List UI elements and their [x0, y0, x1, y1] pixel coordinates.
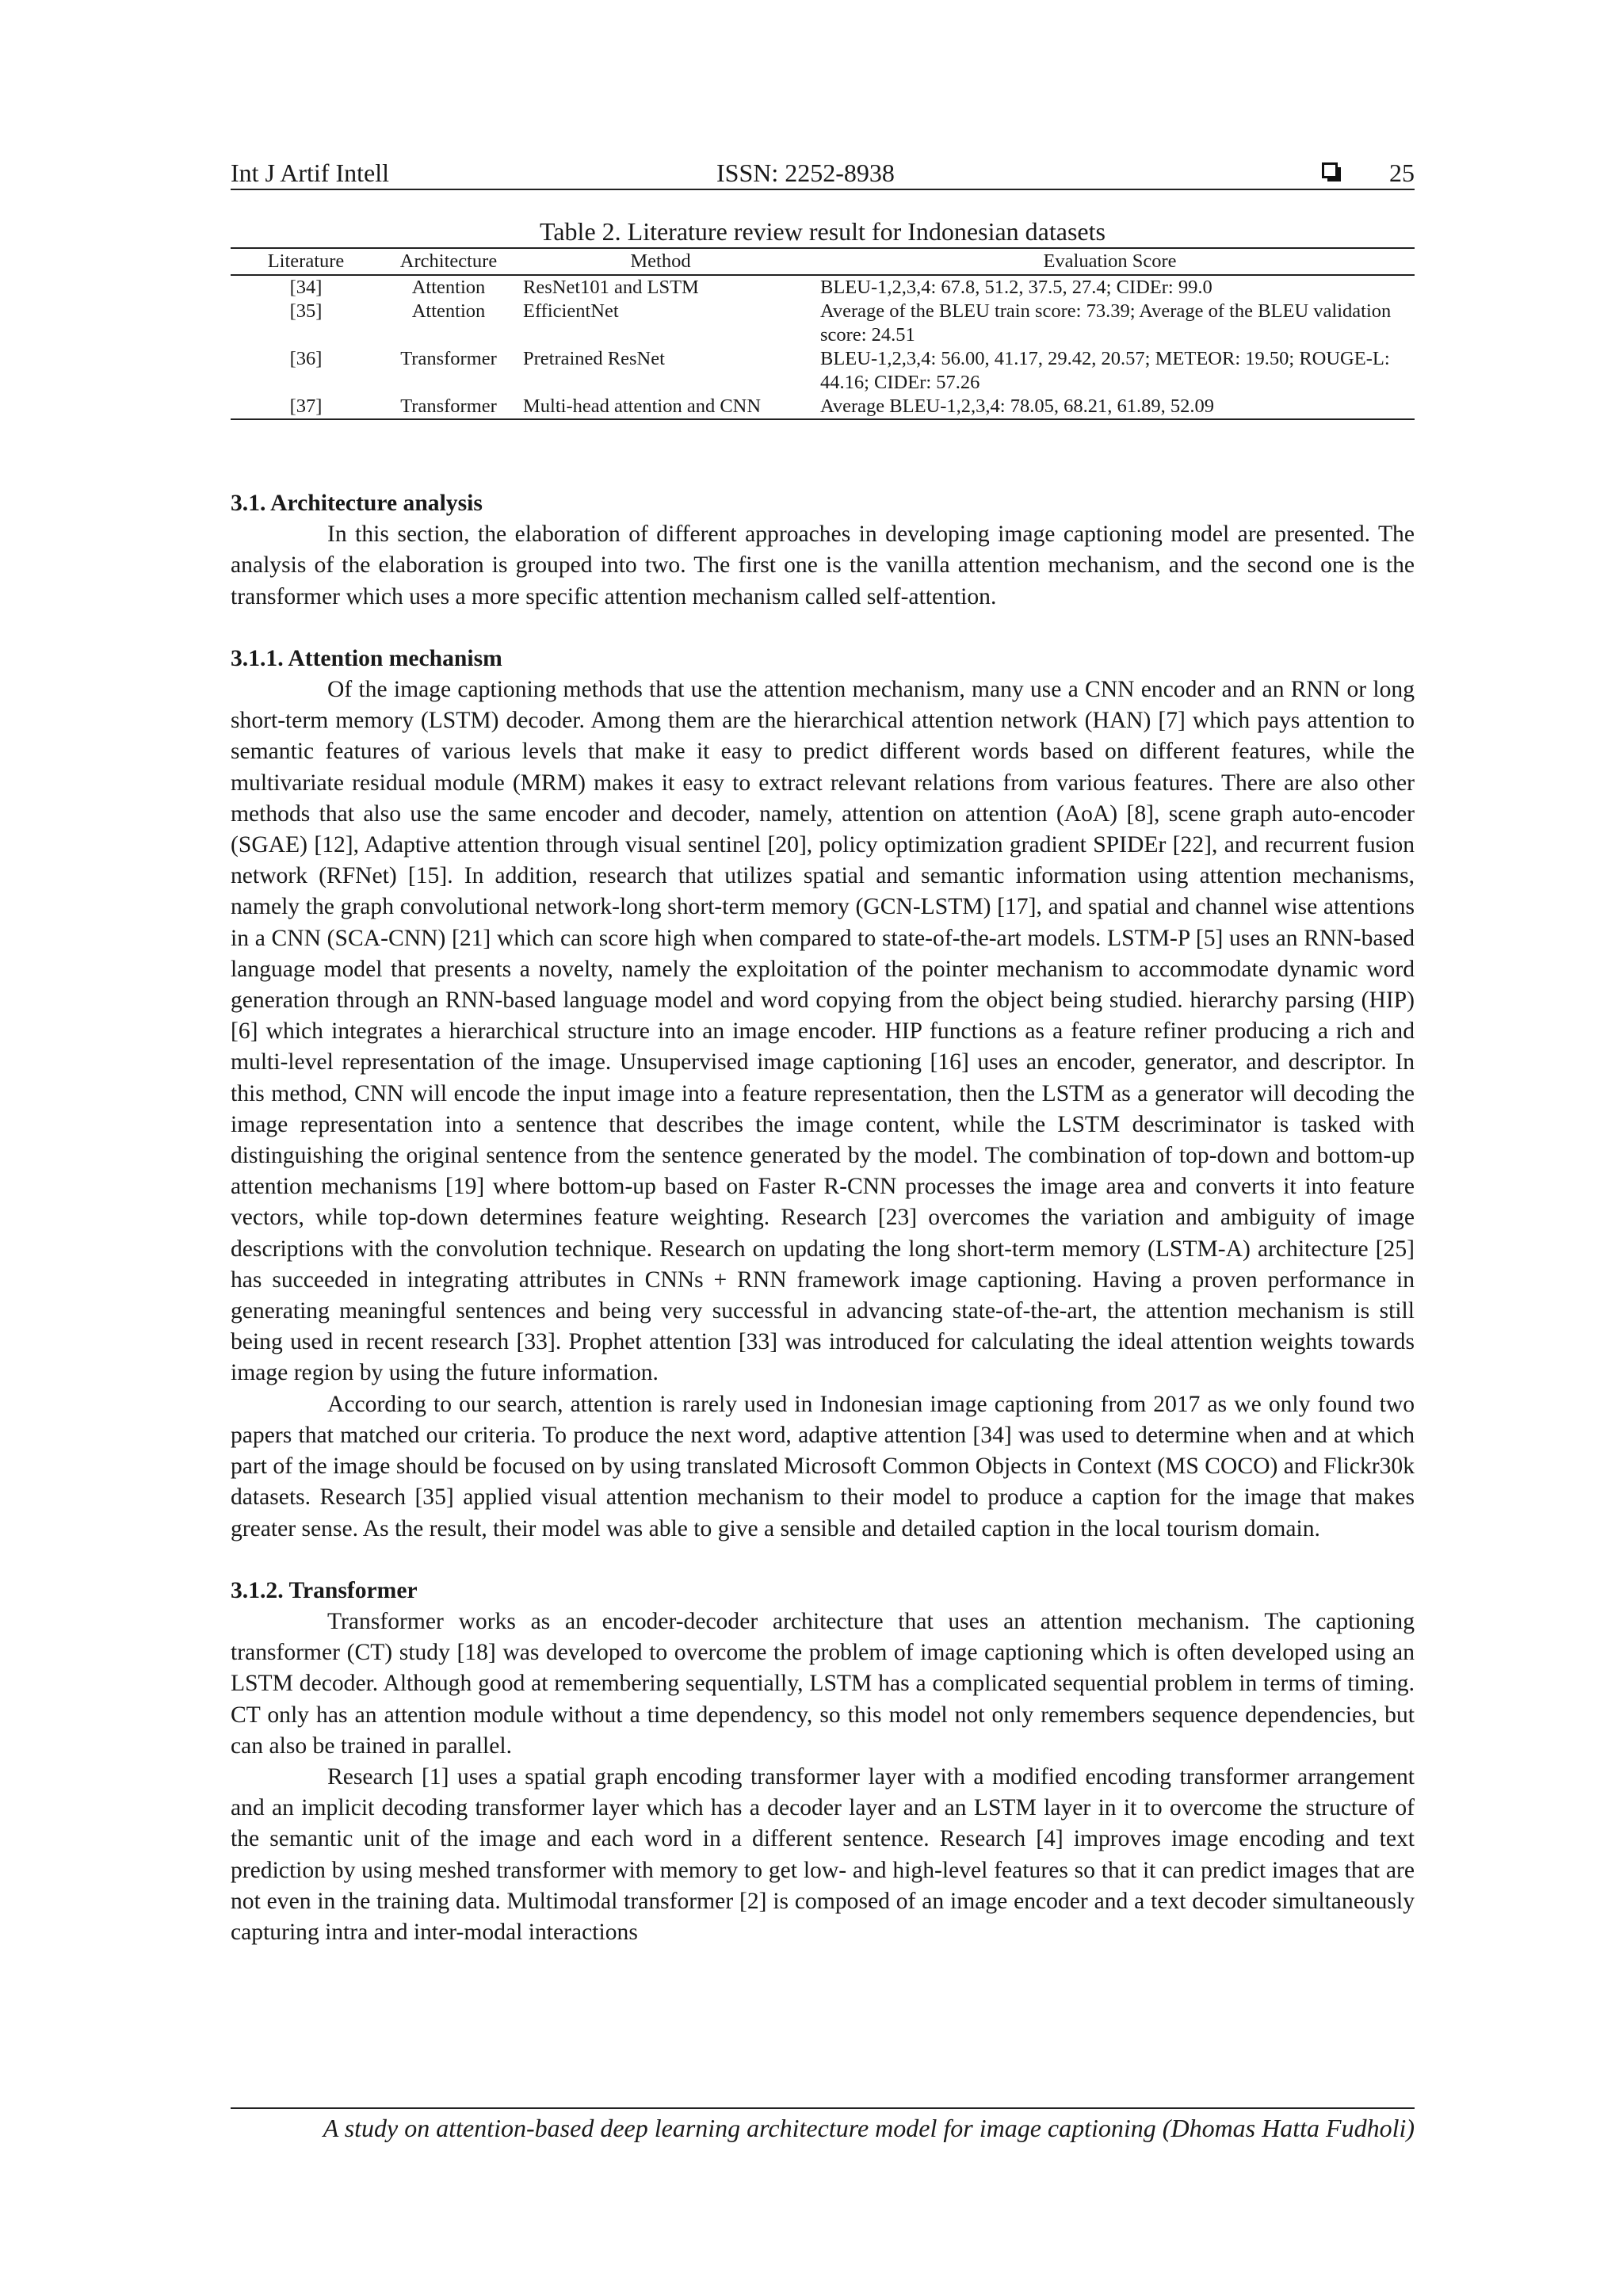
paragraph: Research [1] uses a spatial graph encoding transformer layer with a modified encoding transformer arrangement and an implicit decoding transformer layer which has a decoder layer and an LSTM layer in it to overcome the structure of the semantic unit of the image and each word in a different sentence. Research [4] improves image encoding and text prediction by using meshed transformer with memory to get low- and high-level features so that it can predict images that are not even in the training data. Multimodal transformer [2] is composed of an image encoder and a text decoder simultaneously capturing intra and inter-modal interactions [231, 1763, 1415, 1945]
square-box-icon [1322, 162, 1338, 178]
literature-cell: [36] [289, 348, 323, 369]
method-cell: Pretrained ResNet [523, 348, 665, 369]
page-number: 25 [1389, 159, 1415, 187]
table-row [231, 347, 1415, 395]
paragraph: Of the image captioning methods that use the attention mechanism, many use a CNN encoder and an RNN or long short-term memory (LSTM) decoder. Among them are the hierarchical attention network (HAN) [7] which pays attention to semantic features of various levels that make it easy to predict different words based on different features, while the multivariate residual module (MRM) makes it easy to extract relevant relations from various features. There are also other methods that also use the same encoder and decoder, namely, attention on attention (AoA) [8], scene graph auto-encoder (SGAE) [12], Adaptive attention through visual sentinel [20], policy optimization gradient SPIDEr [22], and recurrent fusion network (RFNet) [15]. In addition, research that utilizes spatial and semantic information using attention mechanisms, namely the graph convolutional network-long short-term memory (GCN-LSTM) [17], and spatial and channel wise attentions in a CNN (SCA-CNN) [21] which can score high when compared to state-of-the-art models. LSTM-P [5] uses an RNN-based language model that presents a novelty, namely the exploitation of the pointer mechanism to accommodate dynamic word generation through an RNN-based language model and word copying from the object being studied. hierarchy parsing (HIP) [6] which integrates a hierarchical structure into an image encoder. HIP functions as a feature refiner producing a rich and multi-level representation of the image. Unsupervised image captioning [16] uses an encoder, generator, and descriptor. In this method, CNN will encode the input image into a feature representation, then the LSTM as a generator will decoding the image representation into a sentence that describes the image content, while the LSTM descriminator is tasked with distinguishing the original sentence from the sentence generated by the model. The combination of top-down and bottom-up attention mechanisms [19] where bottom-up based on Faster R-CNN processes the image area and converts it into feature vectors, while top-down determines feature weighting. Research [23] overcomes the variation and ambiguity of image descriptions with the convolution technique. Research on updating the long short-term memory (LSTM-A) architecture [25] has succeeded in integrating attributes in CNNs + RNN framework image captioning. Having a proven performance in generating meaningful sentences and being very successful in advancing state-of-the-art, the attention mechanism is still being used in recent research [33]. Prophet attention [33] was introduced for calculating the ideal attention weights towards image region by using the future information. [231, 677, 1415, 1386]
method-cell: Multi-head attention and CNN [516, 395, 805, 419]
column-header-architecture: Architecture [381, 248, 516, 275]
method-cell: ResNet101 and LSTM [523, 277, 699, 298]
section-heading-architecture-analysis: 3.1. Architecture analysis [231, 491, 483, 516]
section-heading-transformer: 3.1.2. Transformer [231, 1577, 418, 1603]
literature-cell: [37] [231, 395, 381, 419]
footer-citation: A study on attention-based deep learning architecture model for image captioning (Dhomas Hatta Fudholi) [323, 2114, 1415, 2142]
evaluation-cell: Average BLEU-1,2,3,4: 78.05, 68.21, 61.89, 52.09 [805, 395, 1415, 419]
journal-name: Int J Artif Intell [231, 159, 389, 187]
method-cell: EfficientNet [523, 300, 619, 322]
evaluation-cell: Average of the BLEU train score: 73.39; Average of the BLEU validation score: 24.51 [820, 300, 1392, 346]
table-header-row [231, 248, 1415, 275]
evaluation-cell: BLEU-1,2,3,4: 56.00, 41.17, 29.42, 20.57; METEOR: 19.50; ROUGE-L: 44.16; CIDEr: 57.26 [820, 348, 1390, 393]
architecture-cell: Attention [411, 300, 486, 322]
table-row [231, 300, 1415, 347]
body-text [231, 488, 1415, 1948]
footer-rule [231, 2107, 1415, 2109]
table-row [231, 275, 1415, 300]
literature-cell: [35] [289, 300, 323, 322]
architecture-cell: Transformer [381, 395, 516, 419]
table-row [231, 395, 1415, 419]
architecture-cell: Transformer [400, 348, 497, 369]
column-header-literature: Literature [231, 248, 381, 275]
table-caption: Table 2. Literature review result for Indonesian datasets [540, 217, 1106, 246]
column-header-method: Method [516, 248, 805, 275]
literature-cell: [34] [289, 277, 323, 298]
running-header [231, 155, 1415, 190]
header-rule [231, 189, 1415, 190]
paragraph: According to our search, attention is rarely used in Indonesian image captioning from 2017 as we only found two papers that matched our criteria. To produce the next word, adaptive attention [34] was used to determine when and at which part of the image should be focused on by using translated Microsoft Common Objects in Context (MS COCO) and Flickr30k datasets. Research [35] applied visual attention mechanism to their model to produce a caption for the image that makes greater sense. As the result, their model was able to give a sensible and detailed caption in the local tourism domain. [231, 1391, 1415, 1541]
paragraph: In this section, the elaboration of different approaches in developing image captioning model are presented. The analysis of the elaboration is grouped into two. The first one is the vanilla attention mechanism, and the second one is the transformer which uses a more specific attention mechanism called self-attention. [231, 521, 1415, 609]
evaluation-cell: BLEU-1,2,3,4: 67.8, 51.2, 37.5, 27.4; CIDEr: 99.0 [820, 277, 1212, 298]
column-header-evaluation-score: Evaluation Score [805, 248, 1415, 275]
literature-table [231, 247, 1415, 420]
section-heading-attention-mechanism: 3.1.1. Attention mechanism [231, 645, 502, 671]
paragraph: Transformer works as an encoder-decoder architecture that uses an attention mechanism. The captioning transformer (CT) study [18] was developed to overcome the problem of image captioning which is often developed using an LSTM decoder. Although good at remembering sequentially, LSTM has a complicated sequential problem in terms of timing. CT only has an attention module without a time dependency, so this model not only remembers sequence dependencies, but can also be trained in parallel. [231, 1608, 1415, 1759]
architecture-cell: Attention [411, 277, 486, 298]
issn-label: ISSN: 2252-8938 [716, 159, 895, 187]
